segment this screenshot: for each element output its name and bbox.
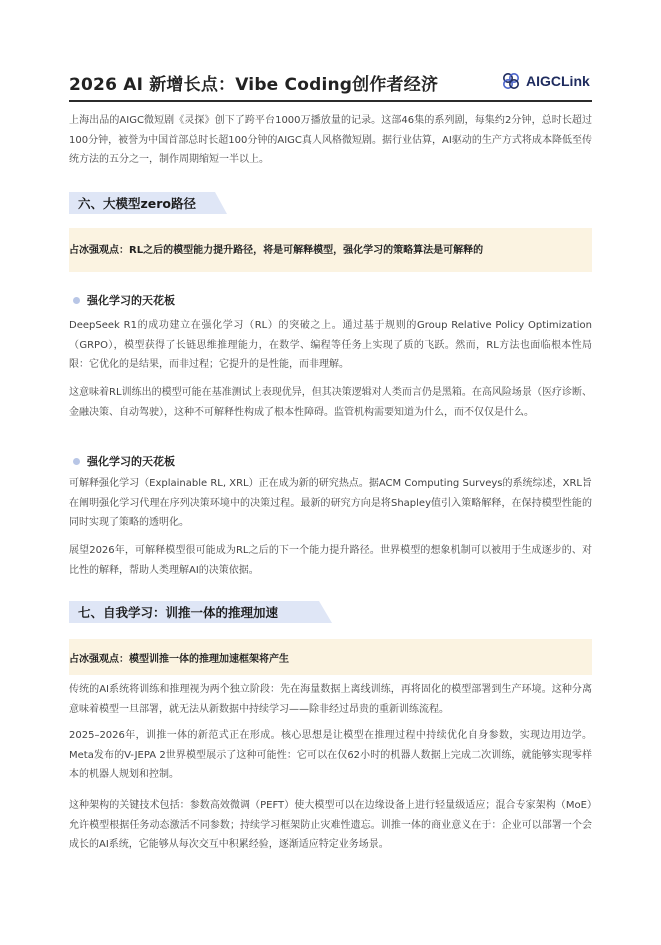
subheading-text: 强化学习的天花板 — [87, 455, 175, 468]
bullet-icon — [73, 458, 80, 465]
section-7-title: 七、自我学习：训推一体的推理加速 — [78, 605, 279, 620]
section-7-paragraph-2: 2025–2026年，训推一体的新范式正在形成。核心思想是让模型在推理过程中持续优化自身参数，实现边用边学。Meta发布的V-JEPA 2世界模型展示了这种可能性：它可以在仅62小时的机器人数据上完成二次训练，就能够实现零样本的机器人规划和控制。 — [69, 730, 592, 780]
section-6-paragraph-1: DeepSeek R1的成功建立在强化学习（RL）的突破之上。通过基于规则的Group Relative Policy Optimization（GRPO），模型获得了长链思维推理能力，在数学、编程等任务上实现了质的飞跃。然而，RL方法也面临根本性局限：它优化的是结果，而非过程；它提升的是性能，而非理解。 — [69, 320, 592, 370]
page-title: 2026 AI 新增长点：Vibe Coding创作者经济 — [69, 75, 439, 95]
logo-text: AIGCLink — [526, 73, 590, 89]
section-6-viewpoint — [69, 228, 592, 272]
bullet-icon — [73, 297, 80, 304]
section-6-title: 六、大模型zero路径 — [78, 196, 197, 211]
section-6-paragraph-3: 可解释强化学习（Explainable RL, XRL）正在成为新的研究热点。据ACM Computing Surveys的系统综述，XRL旨在阐明强化学习代理在序列决策环境中的决策过程。最新的研究方向是将Shapley值引入策略解释，在保持模型性能的同时实现了策略的透明化。 — [69, 478, 592, 528]
intro-paragraph: 上海出品的AIGC微短剧《灵探》创下了跨平台1000万播放量的记录。这部46集的系列剧，每集约2分钟，总时长超过100分钟，被誉为中国首部总时长超100分钟的AIGC真人风格微短剧。据行业估算，AI驱动的生产方式将成本降低至传统方法的五分之一，制作周期缩短一半以上。 — [69, 115, 592, 165]
brain-icon — [501, 71, 521, 91]
section-7-viewpoint — [69, 639, 592, 675]
section-7-paragraph-1: 传统的AI系统将训练和推理视为两个独立阶段：先在海量数据上离线训练，再将固化的模型部署到生产环境。这种分离意味着模型一旦部署，就无法从新数据中持续学习——除非经过昂贵的重新训练流程。 — [69, 684, 592, 715]
section-6-heading — [69, 192, 229, 214]
section-7-heading — [69, 601, 335, 623]
section-6-viewpoint-text: 占冰强观点：RL之后的模型能力提升路径，将是可解释模型，强化学习的策略算法是可解释的 — [69, 245, 484, 256]
section-6-paragraph-2: 这意味着RL训练出的模型可能在基准测试上表现优异，但其决策逻辑对人类而言仍是黑箱。在高风险场景（医疗诊断、金融决策、自动驾驶），这种不可解释性构成了根本性障碍。监管机构需要知道为什么，而不仅仅是什么。 — [69, 387, 592, 418]
header-divider — [69, 100, 592, 102]
section-7-viewpoint-text: 占冰强观点：模型训推一体的推理加速框架将产生 — [69, 654, 289, 665]
subheading-text: 强化学习的天花板 — [87, 294, 175, 307]
section-7-paragraph-3: 这种架构的关键技术包括：参数高效微调（PEFT）使大模型可以在边缘设备上进行轻量级适应；混合专家架构（MoE）允许模型根据任务动态激活不同参数；持续学习框架防止灾难性遗忘。训推一体的商业意义在于：企业可以部署一个会成长的AI系统，它能够从每次交互中积累经验，逐渐适应特定业务场景。 — [69, 800, 592, 850]
brand-logo — [501, 71, 590, 91]
section-6-paragraph-4: 展望2026年，可解释模型很可能成为RL之后的下一个能力提升路径。世界模型的想象机制可以被用于生成逐步的、对比性的解释，帮助人类理解AI的决策依据。 — [69, 545, 592, 576]
subheading-rl-ceiling-1 — [73, 292, 175, 308]
subheading-rl-ceiling-2 — [73, 453, 175, 469]
